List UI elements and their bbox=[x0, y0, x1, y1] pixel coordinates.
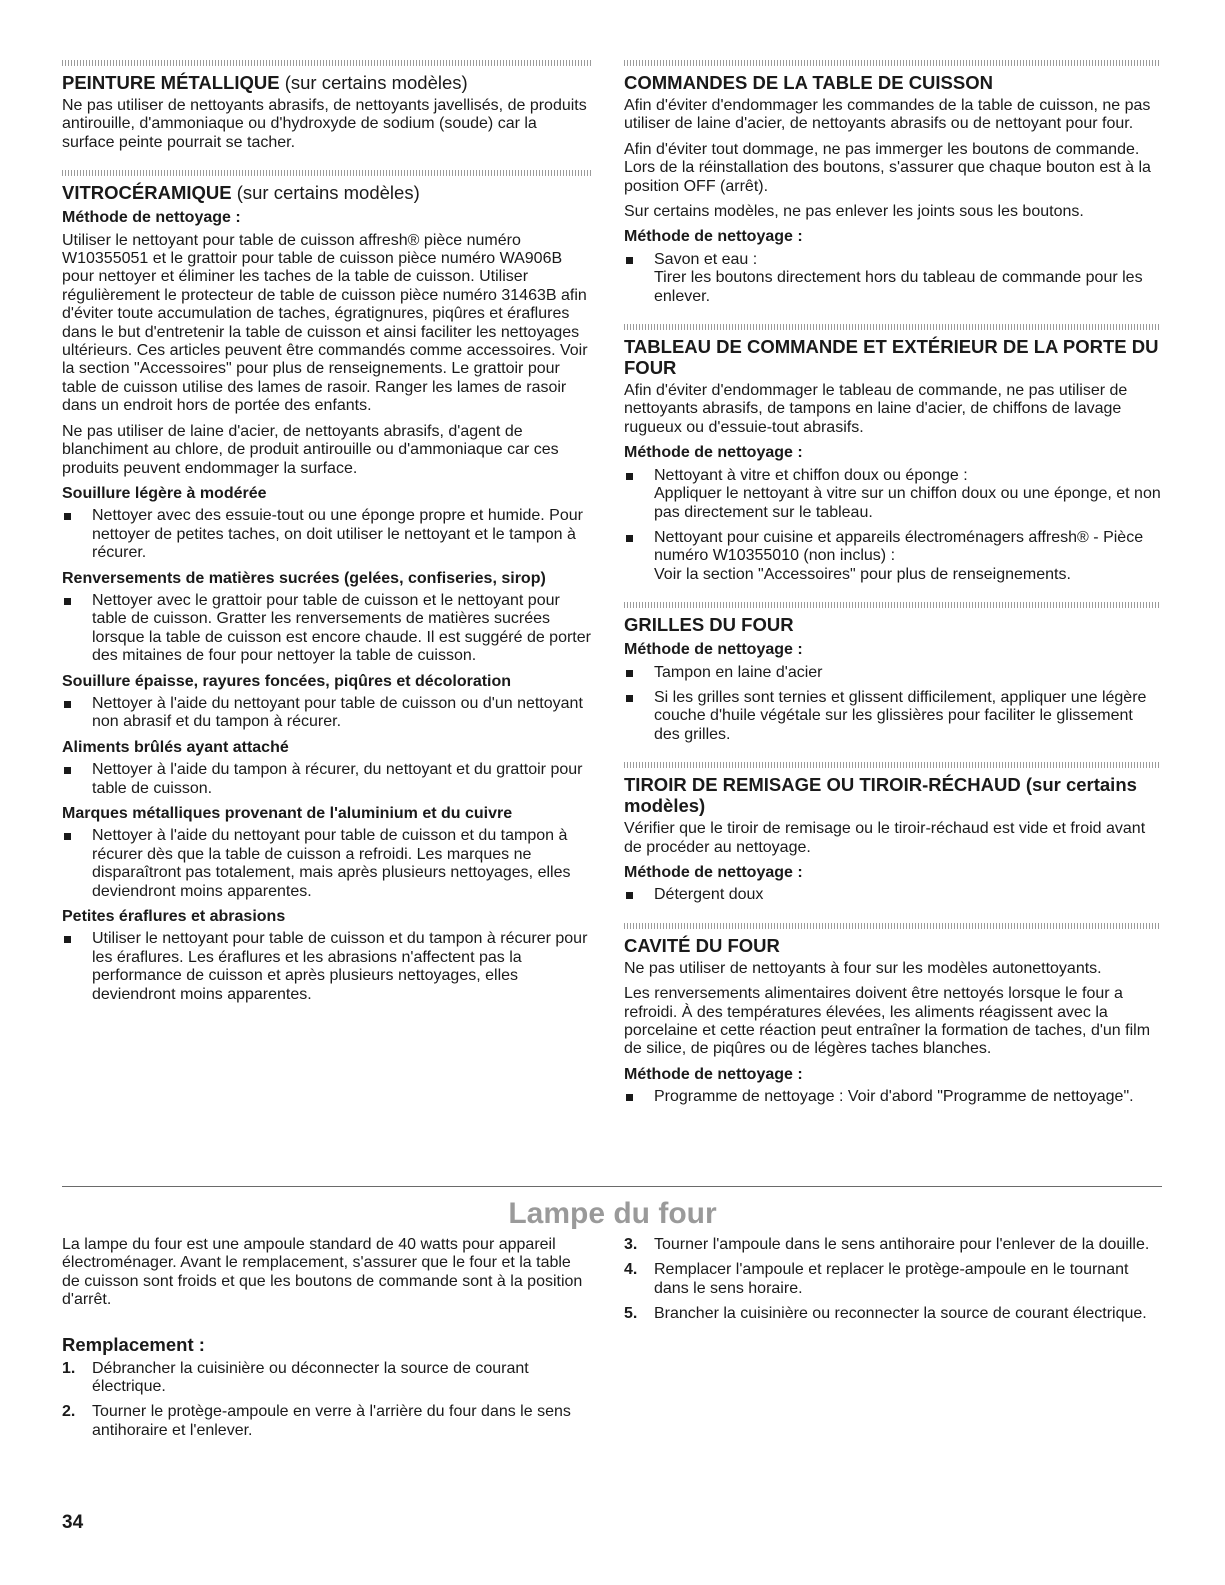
paragraph: Afin d'éviter d'endommager le tableau de commande, ne pas utiliser de nettoyants abrasifs, de tampons en laine d'acier, de chiffons de lavage rugueux ou d'essuie-tout abrasifs. bbox=[624, 382, 1128, 436]
bullet-list bbox=[624, 467, 1161, 584]
section-grilles bbox=[624, 602, 1161, 744]
bullet-list bbox=[62, 507, 592, 562]
square-bullet-icon bbox=[64, 598, 71, 605]
list-item: Nettoyant pour cuisine et appareils électroménagers affresh® - Pièce numéro W10355010 (non inclus) : Voir la section "Accessoires" pour plus de renseignements. bbox=[624, 529, 1161, 584]
section-title: VITROCÉRAMIQUE (sur certains modèles) bbox=[62, 182, 420, 204]
list-item: Nettoyer à l'aide du nettoyant pour table de cuisson ou d'un nettoyant non abrasif et du tampon à récurer. bbox=[62, 695, 592, 732]
subheading: Petites éraflures et abrasions bbox=[62, 908, 286, 926]
page-number: 34 bbox=[62, 1512, 84, 1533]
lampe-left-column bbox=[62, 1236, 592, 1447]
right-column bbox=[624, 60, 1161, 1125]
bullet-list bbox=[624, 886, 1161, 904]
square-bullet-icon bbox=[626, 892, 633, 899]
list-item: Nettoyant à vitre et chiffon doux ou éponge : Appliquer le nettoyant à vitre sur un chiffon doux ou une éponge, et non pas directement sur le tableau. bbox=[624, 467, 1161, 522]
section-tableau-commande bbox=[624, 324, 1161, 584]
paragraph: Utiliser le nettoyant pour table de cuisson affresh® pièce numéro W10355051 et le grattoir pour table de cuisson pièce numéro WA906B pour nettoyer et éliminer les taches de la table de cuisson. Utiliser régulièrement le protecteur de table de cuisson pièce numéro 31463B afin d'éviter toute accumulation de taches, égratignures, piqûres et éraflures dans le but d'entretenir la table de cuisson et ainsi faciliter les nettoyages ultérieurs. Ces articles peuvent être commandés comme accessoires. Voir la section "Accessoires" pour plus de renseignements. Le grattoir pour table de cuisson utilise des lames de rasoir. Ranger les lames de rasoir dans un endroit hors de portée des enfants. bbox=[62, 231, 588, 415]
section-rule bbox=[62, 60, 592, 66]
list-item: Tampon en laine d'acier bbox=[624, 664, 1161, 682]
paragraph: Ne pas utiliser de nettoyants à four sur les modèles autonettoyants. bbox=[624, 959, 1102, 977]
section-rule bbox=[624, 923, 1161, 929]
list-item: 2. Tourner le protège-ampoule en verre à l'arrière du four dans le sens antihoraire et l'enlever. bbox=[62, 1403, 571, 1439]
bullet-list bbox=[62, 695, 592, 732]
square-bullet-icon bbox=[626, 473, 633, 480]
section-tiroir bbox=[624, 762, 1161, 905]
bullet-list bbox=[62, 761, 592, 798]
paragraph: La lampe du four est une ampoule standard de 40 watts pour appareil électroménager. Avant le remplacement, s'assurer que le four et la table de cuisson sont froids et que les boutons de commande sont à la position d'arrêt. bbox=[62, 1236, 583, 1309]
section-commandes bbox=[624, 60, 1161, 306]
paragraph: Ne pas utiliser de nettoyants abrasifs, de nettoyants javellisés, de produits antirouille, d'ammoniaque ou d'hydroxyde de sodium (soude) car la surface peinte pourrait se tacher. bbox=[62, 97, 587, 151]
list-item: 4. Remplacer l'ampoule et replacer le protège-ampoule en le tournant dans le sens horaire. bbox=[624, 1261, 1129, 1297]
method-heading: Méthode de nettoyage : bbox=[624, 1065, 803, 1083]
method-heading: Méthode de nettoyage : bbox=[624, 863, 803, 881]
square-bullet-icon bbox=[626, 1094, 633, 1101]
list-item: Nettoyer à l'aide du nettoyant pour table de cuisson et du tampon à récurer dès que la table de cuisson a refroidi. Les marques ne disparaîtront pas totalement, mais après plusieurs nettoyages, elles deviendront moins apparentes. bbox=[62, 827, 592, 901]
section-rule bbox=[624, 602, 1161, 608]
paragraph: Vérifier que le tiroir de remisage ou le tiroir-réchaud est vide et froid avant de procéder au nettoyage. bbox=[624, 820, 1146, 856]
section-rule bbox=[62, 170, 592, 176]
subheading: Souillure épaisse, rayures foncées, piqûres et décoloration bbox=[62, 672, 512, 690]
list-item: Nettoyer avec le grattoir pour table de cuisson et le nettoyant pour table de cuisson. Gratter les renversements de matières sucrées lorsque la table de cuisson est encore chaude. Il est suggéré de porter des mitaines de four pour nettoyer la table de cuisson. bbox=[62, 592, 592, 666]
numbered-list bbox=[62, 1360, 592, 1441]
section-title: PEINTURE MÉTALLIQUE (sur certains modèles) bbox=[62, 72, 468, 93]
section-title: TABLEAU DE COMMANDE ET EXTÉRIEUR DE LA PORTE DU FOUR bbox=[624, 336, 1159, 379]
paragraph: Les renversements alimentaires doivent être nettoyés lorsque le four a refroidi. À des températures élevées, les aliments réagissent avec la porcelaine et cette réaction peut entraîner la formation de taches, d'un film de silice, de piqûres ou de légères taches blanches. bbox=[624, 985, 1151, 1058]
paragraph: Afin d'éviter d'endommager les commandes de la table de cuisson, ne pas utiliser de laine d'acier, de nettoyants abrasifs ou de nettoyant pour four. bbox=[624, 97, 1151, 133]
square-bullet-icon bbox=[626, 535, 633, 542]
section-title: GRILLES DU FOUR bbox=[624, 614, 794, 636]
subheading: Renversements de matières sucrées (gelées, confiseries, sirop) bbox=[62, 569, 546, 587]
square-bullet-icon bbox=[64, 936, 71, 943]
remplacement-heading: Remplacement : bbox=[62, 1333, 205, 1355]
section-vitroceramique bbox=[62, 170, 592, 1004]
square-bullet-icon bbox=[626, 670, 633, 677]
section-divider bbox=[62, 1186, 1162, 1187]
paragraph: Ne pas utiliser de laine d'acier, de nettoyants abrasifs, d'agent de blanchiment au chlore, de produit antirouille ou d'ammoniaque car ces produits peuvent endommager la surface. bbox=[62, 422, 559, 477]
list-item: 1. Débrancher la cuisinière ou déconnecter la source de courant électrique. bbox=[62, 1359, 529, 1396]
section-peinture-metallique bbox=[62, 60, 592, 152]
section-rule bbox=[624, 60, 1161, 66]
bullet-list bbox=[62, 827, 592, 901]
list-item: 3. Tourner l'ampoule dans le sens antihoraire pour l'enlever de la douille. bbox=[624, 1236, 1150, 1253]
lampe-right-column bbox=[624, 1236, 1161, 1331]
subheading: Aliments brûlés ayant attaché bbox=[62, 738, 289, 756]
method-heading: Méthode de nettoyage : bbox=[624, 228, 803, 246]
list-item: Utiliser le nettoyant pour table de cuisson et du tampon à récurer pour les éraflures. Les éraflures et les abrasions n'affectent pas la performance de cuisson et après plusieurs nettoyages, elles deviendront moins apparentes. bbox=[62, 930, 592, 1004]
section-rule bbox=[624, 762, 1161, 768]
list-item: Nettoyer à l'aide du tampon à récurer, du nettoyant et du grattoir pour table de cuisson. bbox=[62, 761, 592, 798]
numbered-list bbox=[624, 1236, 1161, 1324]
square-bullet-icon bbox=[626, 257, 633, 264]
square-bullet-icon bbox=[64, 833, 71, 840]
paragraph: Sur certains modèles, ne pas enlever les joints sous les boutons. bbox=[624, 203, 1084, 221]
bullet-list bbox=[62, 592, 592, 666]
list-item: 5. Brancher la cuisinière ou reconnecter la source de courant électrique. bbox=[624, 1305, 1147, 1323]
method-heading: Méthode de nettoyage : bbox=[624, 444, 803, 462]
section-cavite bbox=[624, 923, 1161, 1107]
method-heading: Méthode de nettoyage : bbox=[624, 641, 803, 659]
section-title: TIROIR DE REMISAGE OU TIROIR-RÉCHAUD (sur certains modèles) bbox=[624, 774, 1137, 817]
method-heading: Méthode de nettoyage : bbox=[62, 209, 241, 227]
square-bullet-icon bbox=[64, 513, 71, 520]
bullet-list bbox=[624, 1088, 1161, 1106]
subheading: Marques métalliques provenant de l'aluminium et du cuivre bbox=[62, 805, 513, 822]
section-title: COMMANDES DE LA TABLE DE CUISSON bbox=[624, 72, 993, 93]
square-bullet-icon bbox=[64, 701, 71, 708]
list-item: Si les grilles sont ternies et glissent difficilement, appliquer une légère couche d'huile végétale sur les glissières pour faciliter le glissement des grilles. bbox=[624, 689, 1161, 744]
bullet-list bbox=[62, 930, 592, 1004]
bullet-list bbox=[624, 664, 1161, 745]
list-item: Détergent doux bbox=[624, 886, 1161, 904]
section-rule bbox=[624, 324, 1161, 330]
list-item: Savon et eau : Tirer les boutons directement hors du tableau de commande pour les enlever. bbox=[624, 251, 1161, 306]
square-bullet-icon bbox=[64, 767, 71, 774]
left-column bbox=[62, 60, 592, 1022]
list-item: Programme de nettoyage : Voir d'abord "Programme de nettoyage". bbox=[624, 1088, 1161, 1106]
bullet-list bbox=[624, 251, 1161, 306]
lampe-section-title: Lampe du four bbox=[508, 1197, 717, 1230]
subheading: Souillure légère à modérée bbox=[62, 484, 267, 502]
paragraph: Afin d'éviter tout dommage, ne pas immerger les boutons de commande. Lors de la réinstallation des boutons, s'assurer que chaque bouton est à la position OFF (arrêt). bbox=[624, 140, 1151, 195]
list-item: Nettoyer avec des essuie-tout ou une éponge propre et humide. Pour nettoyer de petites taches, on doit utiliser le nettoyant et le tampon à récurer. bbox=[62, 507, 592, 562]
section-title: CAVITÉ DU FOUR bbox=[624, 934, 780, 956]
square-bullet-icon bbox=[626, 695, 633, 702]
